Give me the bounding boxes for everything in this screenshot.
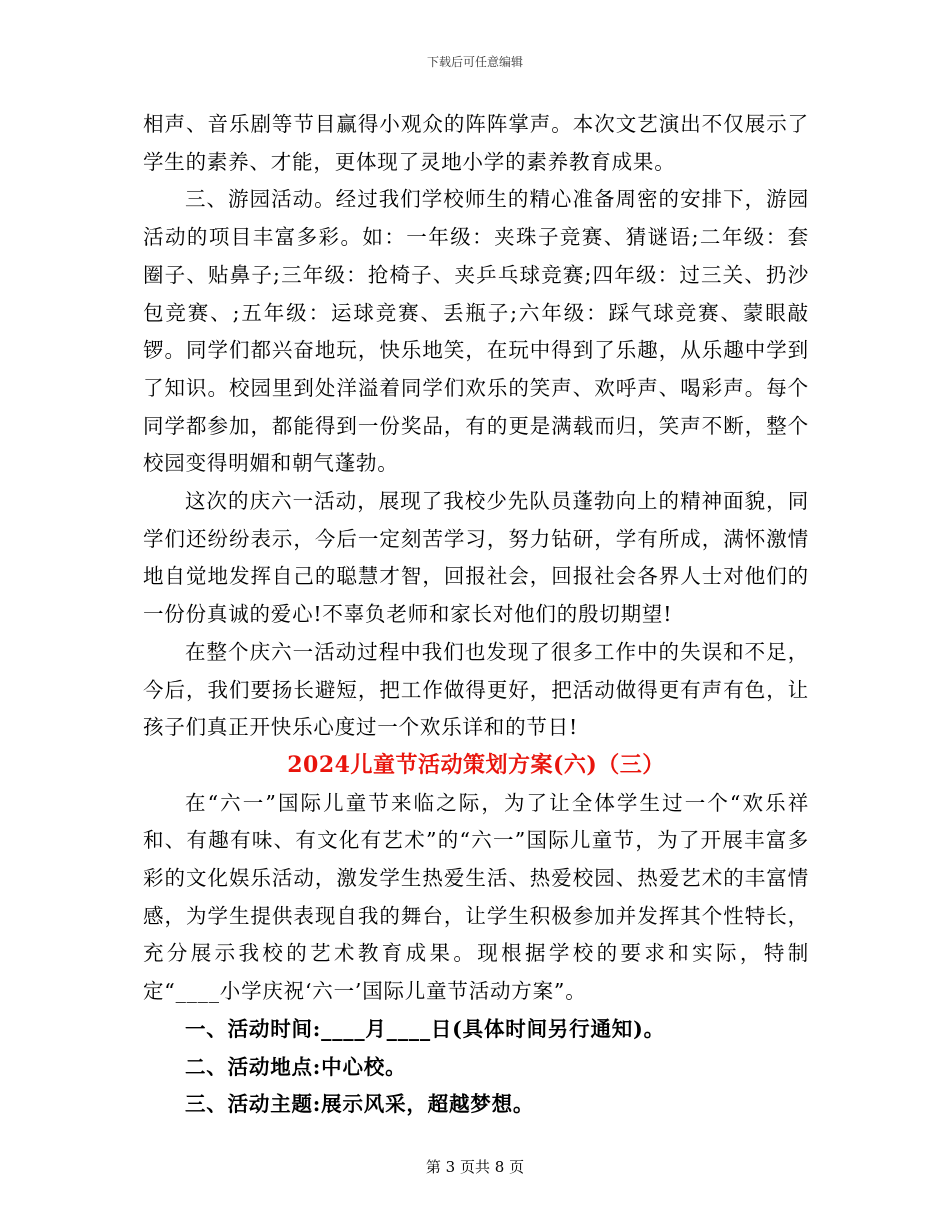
page-number: 第 3 页共 8 页 xyxy=(425,1158,525,1176)
item-activity-theme: 三、活动主题:展示风采，超越梦想。 xyxy=(185,1092,535,1117)
section-title: 2024儿童节活动策划方案(六)（三） xyxy=(287,751,665,778)
document-body xyxy=(143,106,809,1124)
page-header-note: 下载后可任意编辑 xyxy=(426,55,523,69)
paragraph-performance-summary: 相声、音乐剧等节目赢得小观众的阵阵掌声。本次文艺演出不仅展示了学生的素养、才能，更体现了灵地小学的素养教育成果。 xyxy=(143,112,809,174)
paragraph-plan-intro: 在“六一”国际儿童节来临之际，为了让全体学生过一个“欢乐祥和、有趣有味、有文化有艺术”的“六一”国际儿童节，为了开展丰富多彩的文化娱乐活动，激发学生热爱生活、热爱校园、热爱艺术的丰富情感，为学生提供表现自我的舞台，让学生积极参加并发挥其个性特长，充分展示我校的艺术教育成果。现根据学校的要求和实际，特制定“____小学庆祝‘六一’国际儿童节活动方案”。 xyxy=(143,790,809,1004)
paragraph-activity-reflection: 这次的庆六一活动，展现了我校少先队员蓬勃向上的精神面貌，同学们还纷纷表示，今后一定刻苦学习，努力钻研，学有所成，满怀激情地自觉地发挥自己的聪慧才智，回报社会，回报社会各界人士对他们的一份份真诚的爱心!不辜负老师和家长对他们的殷切期望! xyxy=(143,489,809,627)
item-activity-time: 一、活动时间:____月____日(具体时间另行通知)。 xyxy=(185,1016,665,1041)
paragraph-garden-activities: 三、游园活动。经过我们学校师生的精心准备周密的安排下，游园活动的项目丰富多彩。如：一年级：夹珠子竞赛、猜谜语;二年级：套圈子、贴鼻子;三年级：抢椅子、夹乒乓球竞赛;四年级：过三关、扔沙包竞赛、;五年级：运球竞赛、丢瓶子;六年级：踩气球竞赛、蒙眼敲锣。同学们都兴奋地玩，快乐地笑，在玩中得到了乐趣，从乐趣中学到了知识。校园里到处洋溢着同学们欢乐的笑声、欢呼声、喝彩声。每个同学都参加，都能得到一份奖品，有的更是满载而归，笑声不断，整个校园变得明媚和朝气蓬勃。 xyxy=(143,187,809,476)
item-activity-location: 二、活动地点:中心校。 xyxy=(185,1054,407,1079)
paragraph-shortcomings: 在整个庆六一活动过程中我们也发现了很多工作中的失误和不足，今后，我们要扬长避短，把工作做得更好，把活动做得更有声有色，让孩子们真正开快乐心度过一个欢乐详和的节日! xyxy=(143,639,809,740)
